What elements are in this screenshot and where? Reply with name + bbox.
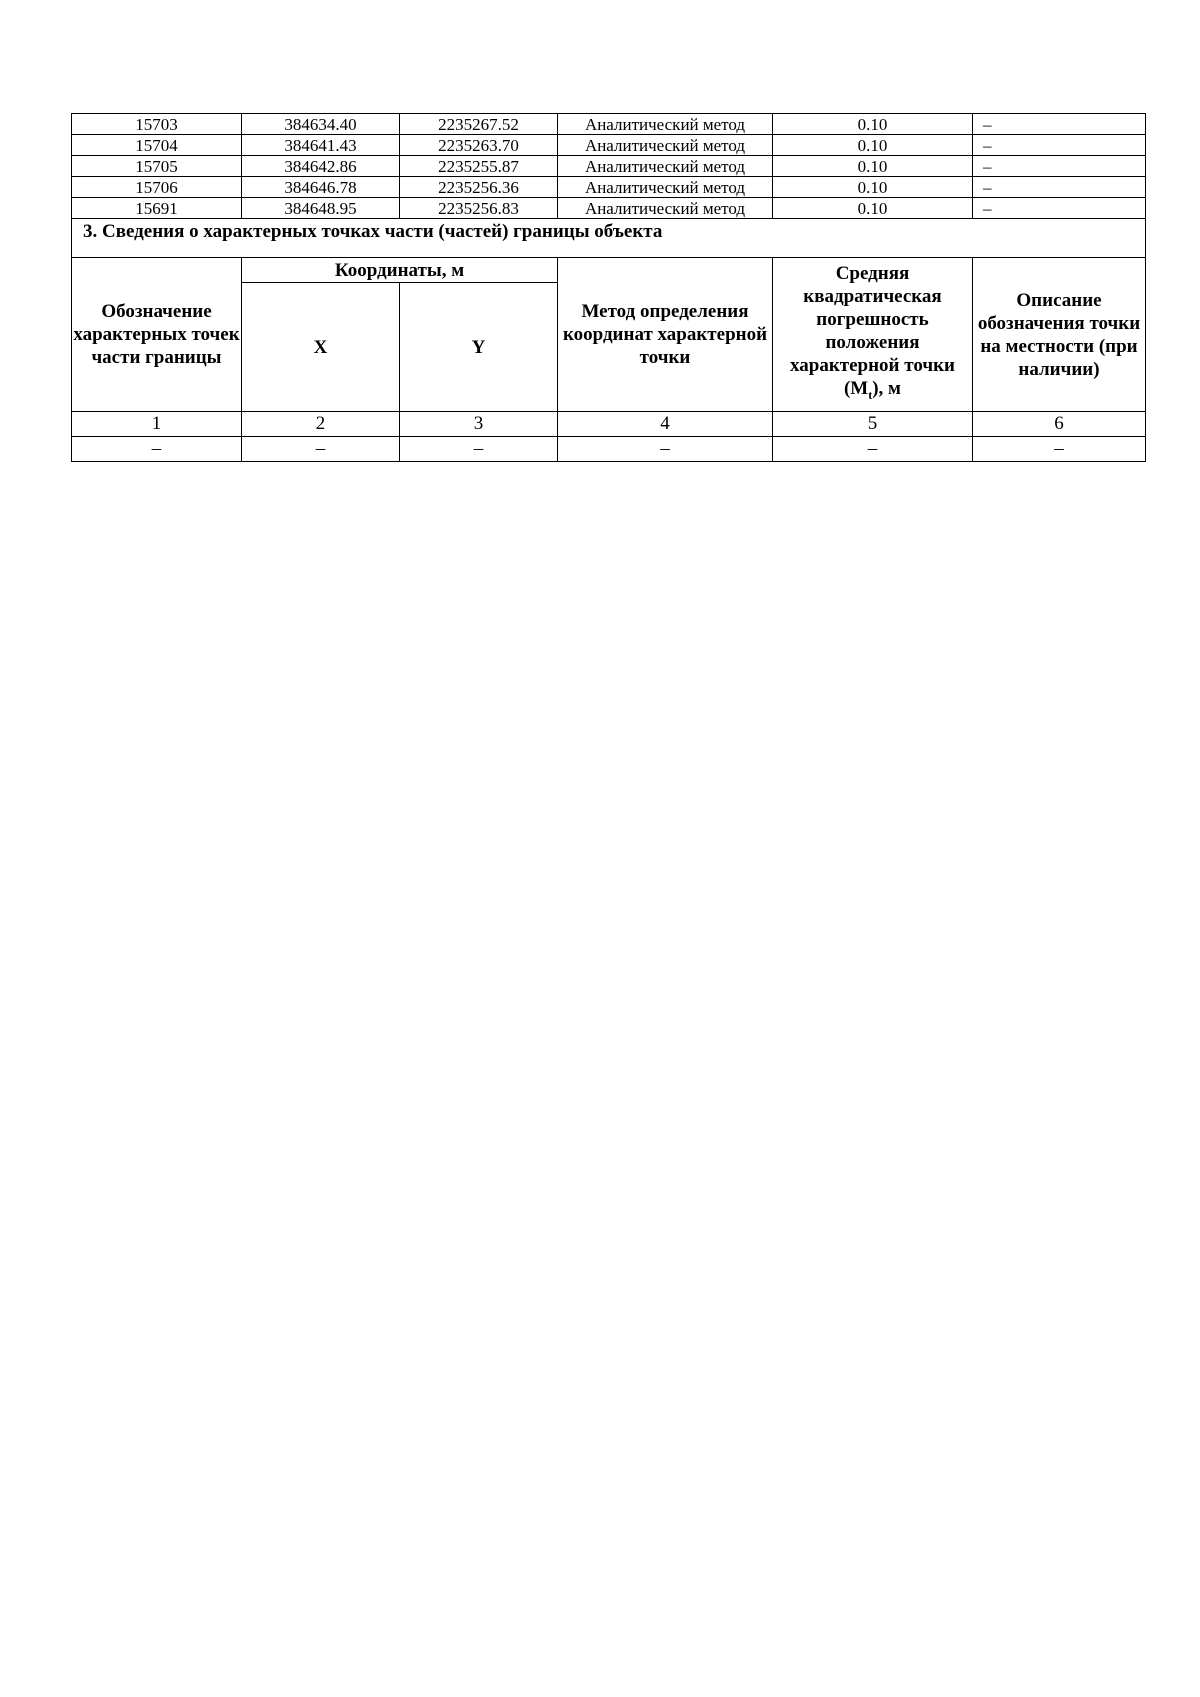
empty-cell: – (242, 437, 400, 462)
header-designation: Обозначение характерных точек части границы (72, 258, 242, 412)
header-row (72, 258, 1146, 283)
empty-cell: – (773, 437, 973, 462)
table-row (72, 114, 1146, 135)
table-row (72, 135, 1146, 156)
point-description: – (973, 198, 1146, 219)
header-y: Y (400, 283, 558, 412)
header-error (773, 258, 973, 412)
point-x: 384646.78 (242, 177, 400, 198)
column-number: 3 (400, 412, 558, 437)
point-method: Аналитический метод (558, 135, 773, 156)
table-row (72, 156, 1146, 177)
table-row (72, 177, 1146, 198)
point-x: 384634.40 (242, 114, 400, 135)
point-id: 15703 (72, 114, 242, 135)
point-method: Аналитический метод (558, 156, 773, 177)
empty-cell: – (72, 437, 242, 462)
point-description: – (973, 114, 1146, 135)
empty-cell: – (558, 437, 773, 462)
point-error: 0.10 (773, 114, 973, 135)
point-id: 15706 (72, 177, 242, 198)
header-error-subscript: t (868, 387, 873, 402)
point-y: 2235267.52 (400, 114, 558, 135)
point-method: Аналитический метод (558, 198, 773, 219)
header-coordinates: Координаты, м (242, 258, 558, 283)
column-number: 1 (72, 412, 242, 437)
header-method: Метод определения координат характерной точки (558, 258, 773, 412)
document-sheet (71, 113, 1145, 462)
empty-cell: – (400, 437, 558, 462)
column-number-row (72, 412, 1146, 437)
point-y: 2235255.87 (400, 156, 558, 177)
point-method: Аналитический метод (558, 114, 773, 135)
table-row (72, 437, 1146, 462)
point-error: 0.10 (773, 156, 973, 177)
point-description: – (973, 177, 1146, 198)
point-y: 2235256.36 (400, 177, 558, 198)
column-number: 6 (973, 412, 1146, 437)
point-error: 0.10 (773, 198, 973, 219)
point-id: 15704 (72, 135, 242, 156)
column-number: 2 (242, 412, 400, 437)
table-row (72, 198, 1146, 219)
point-id: 15691 (72, 198, 242, 219)
point-y: 2235263.70 (400, 135, 558, 156)
section-3-title: 3. Сведения о характерных точках части (частей) границы объекта (72, 219, 1146, 258)
header-error-main: Средняя квадратическая погрешность положения характерной точки (M (790, 263, 955, 400)
point-description: – (973, 156, 1146, 177)
point-method: Аналитический метод (558, 177, 773, 198)
header-description: Описание обозначения точки на местности (при наличии) (973, 258, 1146, 412)
boundary-points-table (71, 113, 1146, 462)
point-y: 2235256.83 (400, 198, 558, 219)
header-x: X (242, 283, 400, 412)
column-number: 4 (558, 412, 773, 437)
column-number: 5 (773, 412, 973, 437)
header-error-tail: ), м (872, 378, 902, 400)
empty-cell: – (973, 437, 1146, 462)
point-x: 384648.95 (242, 198, 400, 219)
point-x: 384641.43 (242, 135, 400, 156)
point-error: 0.10 (773, 135, 973, 156)
point-description: – (973, 135, 1146, 156)
point-x: 384642.86 (242, 156, 400, 177)
point-id: 15705 (72, 156, 242, 177)
point-error: 0.10 (773, 177, 973, 198)
section-title-row (72, 219, 1146, 258)
